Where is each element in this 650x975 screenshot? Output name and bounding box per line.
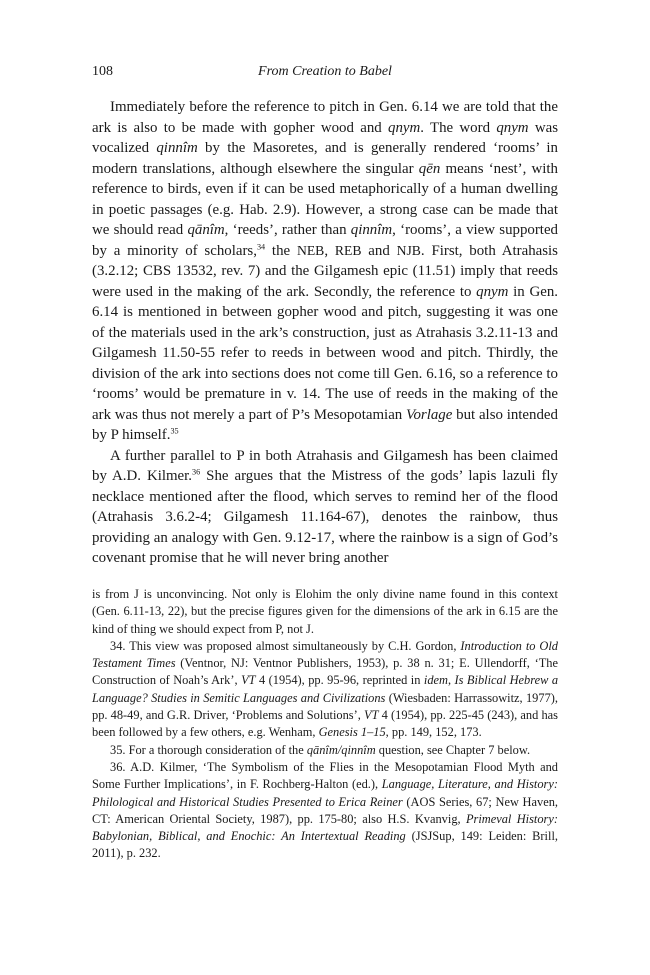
italic-text: Is Biblical Hebrew a Language? Studies in Semitic Languages and Civilizations bbox=[92, 673, 559, 705]
body-paragraph bbox=[92, 97, 558, 446]
italic-text: qinnîm bbox=[350, 222, 393, 238]
text-run: 4 (1954), pp. 95-96, reprinted in bbox=[255, 673, 424, 688]
text-run: She argues that the Mistress of the gods’ lapis lazuli fly necklace mentioned after the flood, which serves to remind her of the flood (Atrahasis 3.6.2-4; Gilgamesh 11.164-67), denotes the rainbow, thus providing an analogy with Gen. 9.12-17, where the rainbow is a sign of God’s covenant promise that he will never bring another bbox=[92, 468, 559, 566]
italic-text: qnym bbox=[476, 283, 509, 300]
text-run: , bbox=[447, 673, 455, 688]
text-run: but also intended by P himself. bbox=[92, 406, 558, 443]
footnote-continuation bbox=[92, 586, 558, 638]
text-run: . The word bbox=[420, 119, 497, 136]
italic-text: qnym bbox=[388, 119, 421, 136]
italic-text: Language, Literature, and History: Philological and Historical Studies Presented to Erica Reiner bbox=[92, 777, 559, 809]
text-run: question, see Chapter 7 below. bbox=[375, 742, 531, 757]
footnote-ref: 36 bbox=[192, 467, 201, 477]
text-run: , ‘rooms’, a view supported by a minority of scholars, bbox=[92, 222, 558, 259]
text-run: 4 (1954), pp. 225-45 (243), and has been followed by a few others, e.g. Wenham, bbox=[92, 708, 558, 740]
italic-text: idem bbox=[423, 673, 448, 688]
small-caps-text: NEB bbox=[296, 242, 325, 258]
italic-text: VT bbox=[364, 708, 379, 723]
main-text bbox=[92, 97, 558, 569]
footnote-ref: 34 bbox=[256, 241, 266, 251]
text-run: , ‘reeds’, rather than bbox=[224, 222, 351, 238]
italic-text: qnym bbox=[496, 119, 529, 136]
text-run: 34. This view was proposed almost simultaneously by C.H. Gordon, bbox=[110, 638, 461, 653]
italic-text: Genesis 1–15 bbox=[318, 725, 386, 740]
text-run: (Ventnor, NJ: Ventnor Publishers, 1953), p. 38 n. 31; E. Ullendorff, ‘The Construction of Noah’s Ark’, bbox=[92, 656, 558, 688]
italic-text: qēn bbox=[418, 160, 441, 177]
italic-text: Primeval History: Babylonian, Biblical, and Enochic: An Intertextual Reading bbox=[92, 811, 558, 844]
text-run: Immediately before the reference to pitch in Gen. 6.14 we are told that the ark is also to be made with gopher wood and bbox=[92, 99, 558, 136]
text-run: by the Masoretes, and is generally rendered ‘rooms’ in modern translations, although elsewhere the singular bbox=[92, 140, 558, 177]
small-caps-text: REB bbox=[334, 242, 362, 258]
text-run: and bbox=[361, 242, 397, 259]
page-number: 108 bbox=[92, 64, 113, 79]
footnote-35 bbox=[92, 742, 558, 759]
small-caps-text: NJB bbox=[396, 242, 421, 258]
footnote-36 bbox=[92, 759, 558, 863]
text-run: , bbox=[324, 242, 335, 259]
italic-text: qānîm bbox=[187, 222, 225, 238]
text-run: (AOS Series, 67; New Haven, CT: American Oriental Society, 1987), pp. 175-80; also H.S. Kvanvig, bbox=[92, 794, 558, 826]
text-run: . First, both Atrahasis (3.2.12; CBS 13532, rev. 7) and the Gilgamesh epic (11.51) imply that reeds were used in the making of the ark. Secondly, the reference to bbox=[92, 242, 558, 300]
footnote-ref: 35 bbox=[170, 426, 179, 436]
text-run: 36. A.D. Kilmer, ‘The Symbolism of the Flies in the Mesopotamian Flood Myth and Some Further Implications’, in F. Rochberg-Halton (ed.), bbox=[92, 759, 558, 792]
text-run: A further parallel to P in both Atrahasis and Gilgamesh has been claimed by A.D. Kilmer. bbox=[92, 447, 558, 484]
italic-text: Introduction to Old Testament Times bbox=[92, 638, 558, 671]
text-run: (JSJSup, 149: Leiden: Brill, 2011), p. 232. bbox=[92, 829, 558, 861]
text-run: is from J is unconvincing. Not only is Elohim the only divine name found in this context (Gen. 6.11-13, 22), but the precise figures given for the dimensions of the ark in 6.15 are the kind of thing we should expect from P, not J. bbox=[92, 587, 558, 636]
text-run: means ‘nest’, with reference to birds, even if it can be used metaphorically of a human dwelling in poetic passages (e.g. Hab. 2.9). However, a strong case can be made that we should read bbox=[92, 160, 559, 238]
running-head bbox=[92, 62, 558, 82]
italic-text: Vorlage bbox=[406, 406, 453, 423]
text-run: , pp. 149, 152, 173. bbox=[385, 725, 482, 740]
text-run: the bbox=[265, 242, 297, 259]
running-title: From Creation to Babel bbox=[258, 64, 392, 79]
footnotes bbox=[92, 586, 558, 863]
footnote-34 bbox=[92, 638, 558, 742]
italic-text: qānîm/qinnîm bbox=[306, 742, 376, 757]
text-run: was vocalized bbox=[92, 119, 559, 156]
body-paragraph bbox=[92, 446, 558, 569]
text-run: 35. For a thorough consideration of the bbox=[110, 742, 307, 757]
text-run: (Wiesbaden: Harrassowitz, 1977), pp. 48-49, and G.R. Driver, ‘Problems and Solutions’, bbox=[92, 690, 558, 723]
text-run: in Gen. 6.14 is mentioned in between gopher wood and pitch, suggesting it was one of the materials used in the ark’s construction, just as Atrahasis 3.2.11-13 and Gilgamesh 11.50-55 refer to reeds in between wood and pitch. Thirdly, the division of the ark into sections does not come till Gen. 6.16, so a reference to ‘rooms’ would be premature in v. 14. The use of reeds in the making of the ark was thus not merely a part of P’s Mesopotamian bbox=[92, 283, 559, 423]
italic-text: VT bbox=[241, 673, 256, 688]
italic-text: qinnîm bbox=[156, 140, 198, 156]
